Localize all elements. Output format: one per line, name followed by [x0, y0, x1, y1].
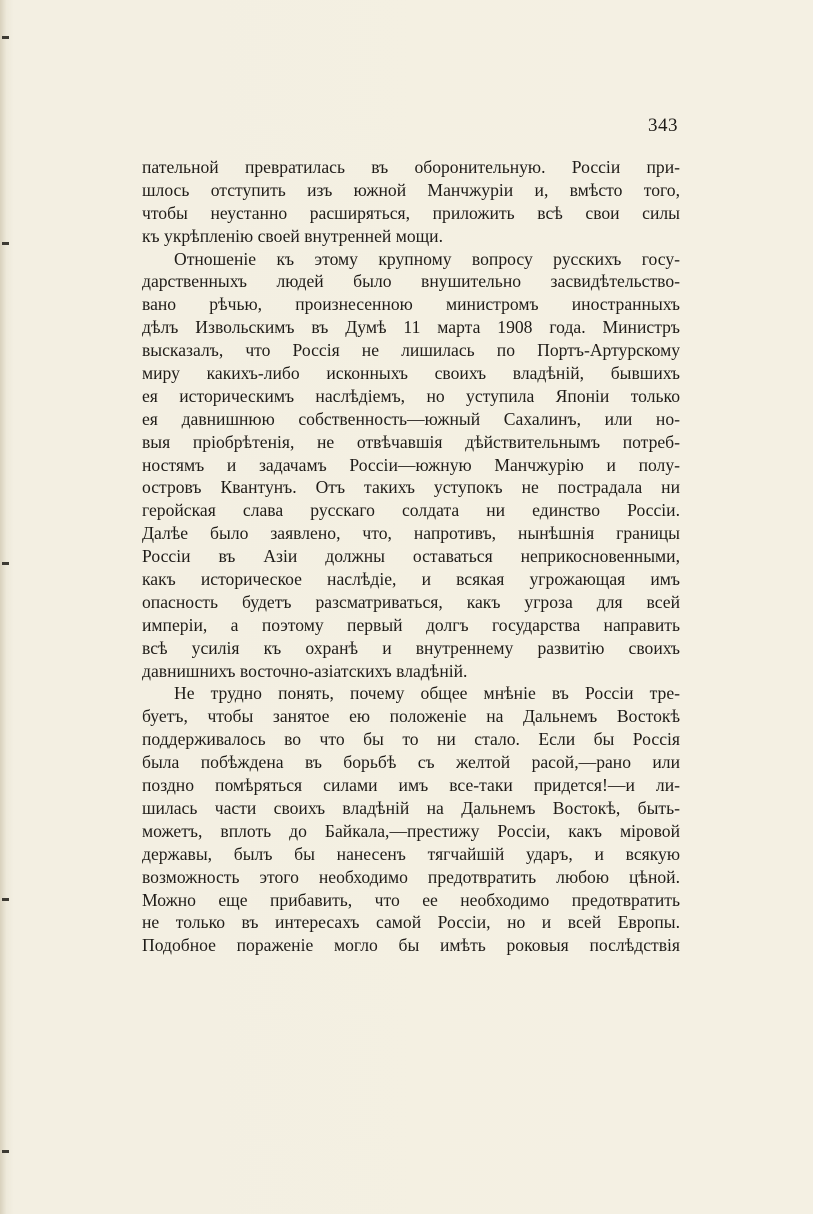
edge-mark	[2, 1150, 9, 1153]
text-line: высказалъ, что Россiя не лишилась по Портъ-Артурскому	[142, 340, 680, 361]
text-line: поддерживалось во что бы то ни стало. Если бы Россiя	[142, 729, 680, 750]
text-line: опасность будетъ разсматриваться, какъ угроза для всей	[142, 591, 680, 612]
edge-mark	[2, 898, 9, 901]
text-line: не только въ интересахъ самой Россiи, но и всей Европы.	[142, 912, 680, 933]
text-line: давнишнихъ восточно-азiатскихъ владѣнiй.	[142, 660, 468, 681]
text-line: имперiи, а поэтому первый долгъ государства направить	[142, 614, 680, 635]
text-line: ея давнишнюю собственность—южный Сахалинъ, или но-	[142, 408, 680, 429]
page-number: 343	[648, 115, 678, 136]
text-line: пательной превратилась въ оборонительную. Россiи при-	[142, 157, 680, 177]
text-line: геройская слава русскаго солдата ни единство Россiи.	[142, 500, 680, 521]
text-line: островъ Квантунъ. Отъ такихъ уступокъ не пострадала ни	[142, 477, 680, 498]
text-line: Отношенiе къ этому крупному вопросу русскихъ госу-	[174, 248, 680, 269]
text-line: Далѣе было заявлено, что, напротивъ, нынѣшнiя границы	[142, 523, 680, 544]
text-line: Не трудно понять, почему общее мнѣнiе въ Россiи тре-	[174, 683, 680, 704]
body-text	[142, 156, 680, 957]
text-line: миру какихъ-либо исконныхъ своихъ владѣнiй, бывшихъ	[142, 363, 680, 384]
text-line: дарственныхъ людей было внушительно засвидѣтельство-	[142, 271, 680, 292]
edge-mark	[2, 36, 9, 39]
text-line: Подобное пораженiе могло бы имѣть роковыя послѣдствiя	[142, 935, 680, 956]
text-line: ностямъ и задачамъ Россiи—южную Манчжурiю и полу-	[142, 454, 680, 475]
text-line: ея историческимъ наслѣдiемъ, но уступила Японiи только	[142, 385, 680, 406]
text-line: дѣлъ Извольскимъ въ Думѣ 11 марта 1908 года. Министръ	[142, 317, 680, 338]
binding-edge	[0, 0, 6, 1214]
text-line: державы, былъ бы нанесенъ тягчайшiй ударъ, и всякую	[142, 843, 680, 864]
text-line: къ укрѣпленiю своей внутренней мощи.	[142, 225, 443, 246]
text-line: буетъ, чтобы занятое ею положенiе на Дальнемъ Востокѣ	[142, 706, 680, 727]
text-line: поздно помѣряться силами имъ все-таки придется!—и ли-	[142, 775, 680, 796]
text-line: вано рѣчью, произнесенною министромъ иностранныхъ	[142, 294, 680, 315]
text-line: выя прiобрѣтенiя, не отвѣчавшiя дѣйствительнымъ потреб-	[142, 431, 680, 452]
text-line: шилась части своихъ владѣнiй на Дальнемъ Востокѣ, быть-	[142, 797, 680, 818]
text-line: чтобы неустанно расширяться, приложить всѣ свои силы	[142, 202, 680, 223]
text-line: Россiи въ Азiи должны оставаться неприкосновенными,	[142, 546, 680, 567]
edge-mark	[2, 562, 9, 565]
text-line: шлось отступить изъ южной Манчжурiи и, вмѣсто того,	[142, 179, 680, 200]
text-line: Можно еще прибавить, что ее необходимо предотвратить	[142, 889, 680, 910]
text-line: была побѣждена въ борьбѣ съ желтой расой,—рано или	[142, 752, 680, 773]
text-line: какъ историческое наслѣдiе, и всякая угрожающая имъ	[142, 569, 680, 590]
text-line: всѣ усилiя къ охранѣ и внутреннему развитiю своихъ	[142, 637, 680, 658]
text-line: можетъ, вплоть до Байкала,—престижу Россiи, какъ мiровой	[142, 820, 680, 841]
edge-mark	[2, 242, 9, 245]
text-line: возможность этого необходимо предотвратить любою цѣной.	[142, 866, 680, 887]
